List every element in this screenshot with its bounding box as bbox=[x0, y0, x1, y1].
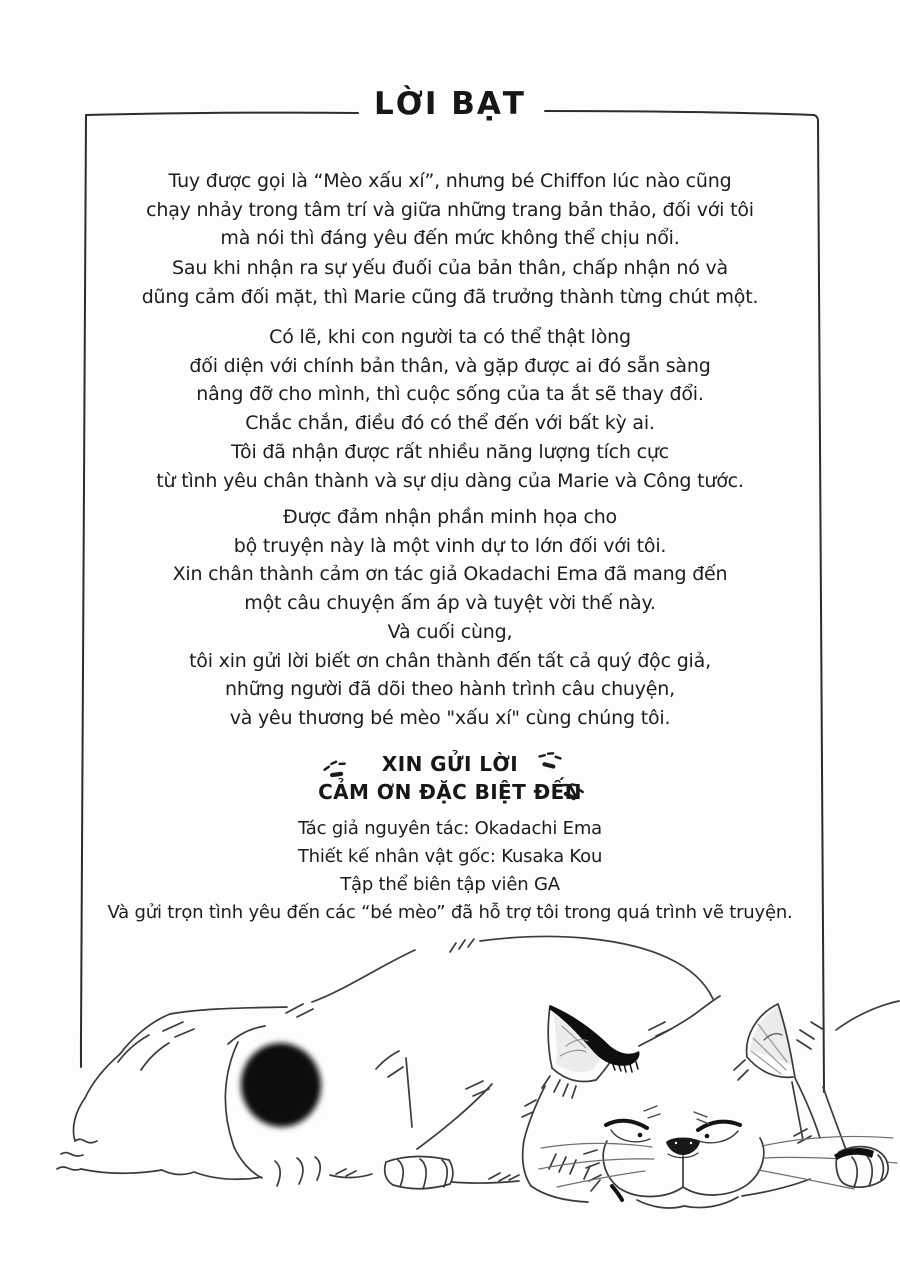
text-line: CẢM ƠN ĐẶC BIỆT ĐẾN bbox=[318, 780, 582, 804]
credit-line: Và gửi trọn tình yêu đến các “bé mèo” đã hỗ trợ tôi trong quá trình vẽ truyện. bbox=[107, 902, 793, 923]
special-thanks-heading bbox=[0, 750, 900, 806]
afterword-paragraph-5 bbox=[0, 503, 900, 617]
text-line: nâng đỡ cho mình, thì cuộc sống của ta ắt sẽ thay đổi. bbox=[196, 383, 704, 405]
text-line: dũng cảm đối mặt, thì Marie cũng đã trưởng thành từng chút một. bbox=[141, 285, 759, 308]
text-line: Và cuối cùng, bbox=[387, 621, 513, 643]
text-line: Sau khi nhận ra sự yếu đuối của bản thân, chấp nhận nó và bbox=[172, 257, 728, 279]
text-line: tôi xin gửi lời biết ơn chân thành đến tất cả quý độc giả, bbox=[189, 649, 711, 672]
text-line: đối diện với chính bản thân, và gặp được ai đó sẵn sàng bbox=[189, 354, 711, 377]
afterword-paragraph-6 bbox=[0, 618, 900, 732]
text-line: XIN GỬI LỜI bbox=[381, 752, 519, 776]
page-title: LỜI BẠT bbox=[374, 86, 526, 122]
text-line: một câu chuyện ấm áp và tuyệt vời thế này. bbox=[244, 591, 656, 614]
text-line: Chắc chắn, điều đó có thể đến với bất kỳ ai. bbox=[245, 411, 655, 434]
text-line: mà nói thì đáng yêu đến mức không thể chịu nổi. bbox=[220, 227, 680, 249]
credit-line: Thiết kế nhân vật gốc: Kusaka Kou bbox=[297, 846, 603, 867]
text-line: Tôi đã nhận được rất nhiều năng lượng tích cực bbox=[231, 441, 669, 463]
text-line: chạy nhảy trong tâm trí và giữa những trang bản thảo, đối với tôi bbox=[146, 198, 754, 221]
afterword-paragraph-3 bbox=[0, 323, 900, 437]
credit-line: Tập thể biên tập viên GA bbox=[340, 874, 560, 895]
text-line: Được đảm nhận phần minh họa cho bbox=[283, 506, 617, 528]
text-line: Tuy được gọi là “Mèo xấu xí”, nhưng bé Chiffon lúc nào cũng bbox=[168, 170, 732, 192]
afterword-paragraph-2 bbox=[0, 254, 900, 311]
text-line: Có lẽ, khi con người ta có thể thật lòng bbox=[269, 326, 631, 348]
text-line: Xin chân thành cảm ơn tác giả Okadachi Ema đã mang đến bbox=[172, 563, 728, 585]
text-line: những người đã dõi theo hành trình câu chuyện, bbox=[225, 678, 675, 700]
text-line: từ tình yêu chân thành và sự dịu dàng của Marie và Công tước. bbox=[156, 469, 744, 492]
afterword-paragraph-4 bbox=[0, 438, 900, 495]
afterword-paragraph-1 bbox=[0, 167, 900, 253]
paw-print-icon bbox=[533, 746, 566, 776]
text-line: và yêu thương bé mèo "xấu xí" cùng chúng tôi. bbox=[229, 706, 671, 729]
credits-list bbox=[0, 815, 900, 927]
text-line: bộ truyện này là một vinh dự to lớn đối với tôi. bbox=[233, 534, 667, 557]
credit-line: Tác giả nguyên tác: Okadachi Ema bbox=[297, 818, 603, 839]
